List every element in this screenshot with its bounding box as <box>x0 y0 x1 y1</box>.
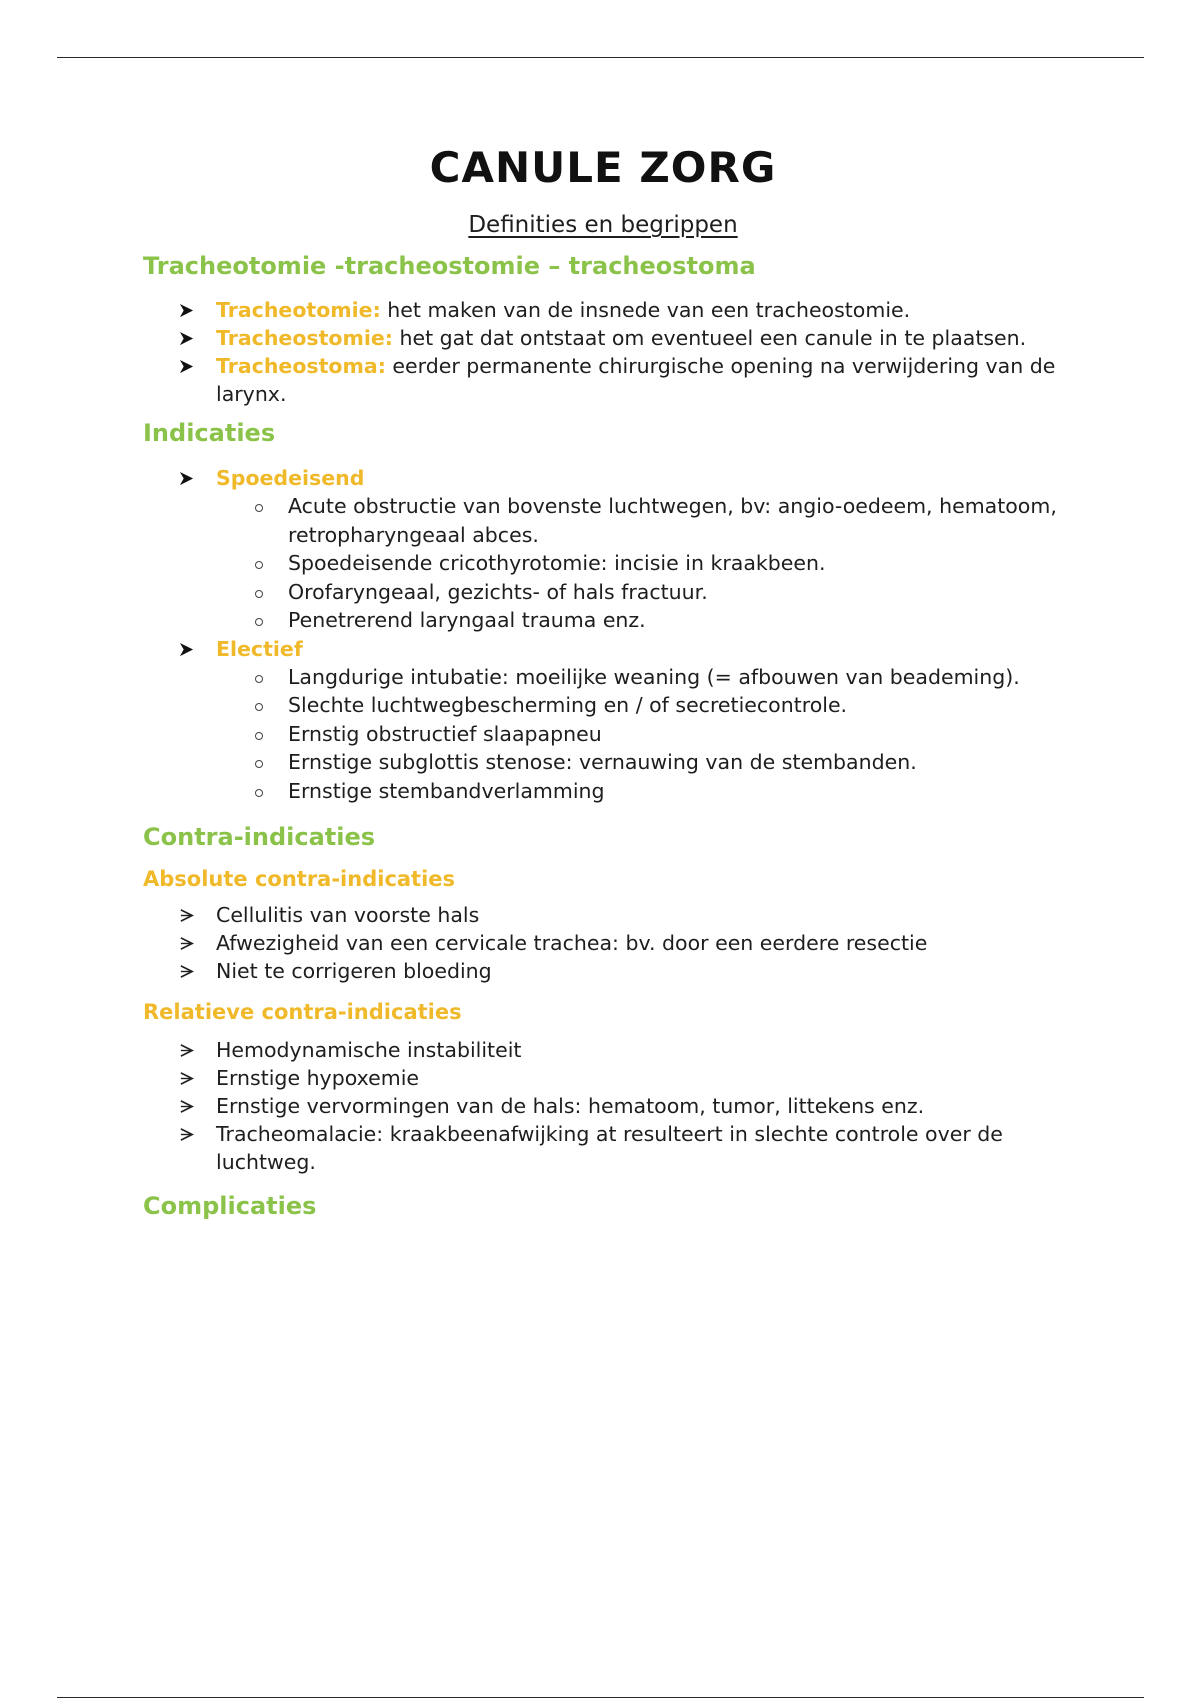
section-heading-tracheotomie: Tracheotomie -tracheostomie – tracheostoma <box>143 252 756 280</box>
section-heading-complicaties: Complicaties <box>143 1192 317 1220</box>
definition-term: Tracheostomie: <box>216 326 393 350</box>
filled-arrow-bullet-icon <box>179 303 194 318</box>
spoedeisend-sublist <box>216 492 1063 635</box>
outline-arrow-bullet-icon <box>179 1127 194 1142</box>
bottom-rule <box>57 1697 1144 1698</box>
document-body <box>143 138 1063 1222</box>
subsection-heading-relatieve: Relatieve contra-indicaties <box>143 1000 462 1024</box>
circle-bullet-icon <box>255 561 263 569</box>
category-label-spoedeisend: Spoedeisend <box>216 466 365 490</box>
sub-list-item: Acute obstructie van bovenste luchtwegen, bv: angio-oedeem, hematoom, retropharyngeaal abces. <box>143 492 1063 549</box>
circle-bullet-icon <box>255 675 263 683</box>
list-item <box>143 352 1063 408</box>
sub-list-item: Langdurige intubatie: moeilijke weaning (= afbouwen van beademing). <box>143 663 1063 692</box>
list-item <box>143 464 1063 635</box>
definition-term: Tracheotomie: <box>216 298 381 322</box>
outline-arrow-bullet-icon <box>179 1043 194 1058</box>
category-label-electief: Electief <box>216 636 303 661</box>
top-rule <box>57 57 1144 58</box>
relatieve-contra-list <box>143 1036 1063 1176</box>
subsection-heading-absolute: Absolute contra-indicaties <box>143 867 456 891</box>
definition-text: het gat dat ontstaat om eventueel een canule in te plaatsen. <box>392 326 1027 350</box>
page-title: CANULE ZORG <box>429 143 777 192</box>
sub-list-item: Ernstige stembandverlamming <box>143 777 1063 806</box>
outline-arrow-bullet-icon <box>179 936 194 951</box>
list-item: Ernstige hypoxemie <box>143 1064 1063 1092</box>
list-item: Niet te corrigeren bloeding <box>143 957 1063 985</box>
outline-arrow-bullet-icon <box>179 908 194 923</box>
filled-arrow-bullet-icon <box>179 359 194 374</box>
outline-arrow-bullet-icon <box>179 964 194 979</box>
circle-bullet-icon <box>255 618 263 626</box>
filled-arrow-bullet-icon <box>179 642 194 657</box>
definitions-list <box>143 296 1063 408</box>
sub-list-item: Orofaryngeaal, gezichts- of hals fractuur. <box>143 578 1063 607</box>
list-item: Ernstige vervormingen van de hals: hematoom, tumor, littekens enz. <box>143 1092 1063 1120</box>
circle-bullet-icon <box>255 504 263 512</box>
section-heading-contra-indicaties: Contra-indicaties <box>143 823 376 851</box>
definition-text: het maken van de insnede van een tracheostomie. <box>380 298 911 322</box>
circle-bullet-icon <box>255 703 263 711</box>
circle-bullet-icon <box>255 760 263 768</box>
electief-sublist <box>216 663 1063 806</box>
sub-list-item: Ernstig obstructief slaapapneu <box>143 720 1063 749</box>
list-item: Tracheomalacie: kraakbeenafwijking at resulteert in slechte controle over de luchtweg. <box>143 1120 1063 1176</box>
circle-bullet-icon <box>255 789 263 797</box>
list-item: Afwezigheid van een cervicale trachea: bv. door een eerdere resectie <box>143 929 1063 957</box>
filled-arrow-bullet-icon <box>179 471 194 486</box>
circle-bullet-icon <box>255 590 263 598</box>
list-item <box>143 324 1063 352</box>
page-subtitle: Definities en begrippen <box>468 212 738 238</box>
absolute-contra-list <box>143 901 1063 985</box>
sub-list-item: Slechte luchtwegbescherming en / of secretiecontrole. <box>143 691 1063 720</box>
section-heading-indicaties: Indicaties <box>143 419 276 447</box>
sub-list-item: Spoedeisende cricothyrotomie: incisie in kraakbeen. <box>143 549 1063 578</box>
outline-arrow-bullet-icon <box>179 1071 194 1086</box>
definition-text: eerder permanente chirurgische opening na verwijdering van de larynx. <box>216 354 1056 406</box>
definition-term: Tracheostoma: <box>216 354 386 378</box>
sub-list-item: Penetrerend laryngaal trauma enz. <box>143 606 1063 635</box>
outline-arrow-bullet-icon <box>179 1099 194 1114</box>
list-item <box>143 296 1063 324</box>
list-item <box>143 635 1063 806</box>
list-item: Cellulitis van voorste hals <box>143 901 1063 929</box>
list-item: Hemodynamische instabiliteit <box>143 1036 1063 1064</box>
circle-bullet-icon <box>255 732 263 740</box>
indicaties-list <box>143 464 1063 805</box>
filled-arrow-bullet-icon <box>179 331 194 346</box>
sub-list-item: Ernstige subglottis stenose: vernauwing van de stembanden. <box>143 748 1063 777</box>
